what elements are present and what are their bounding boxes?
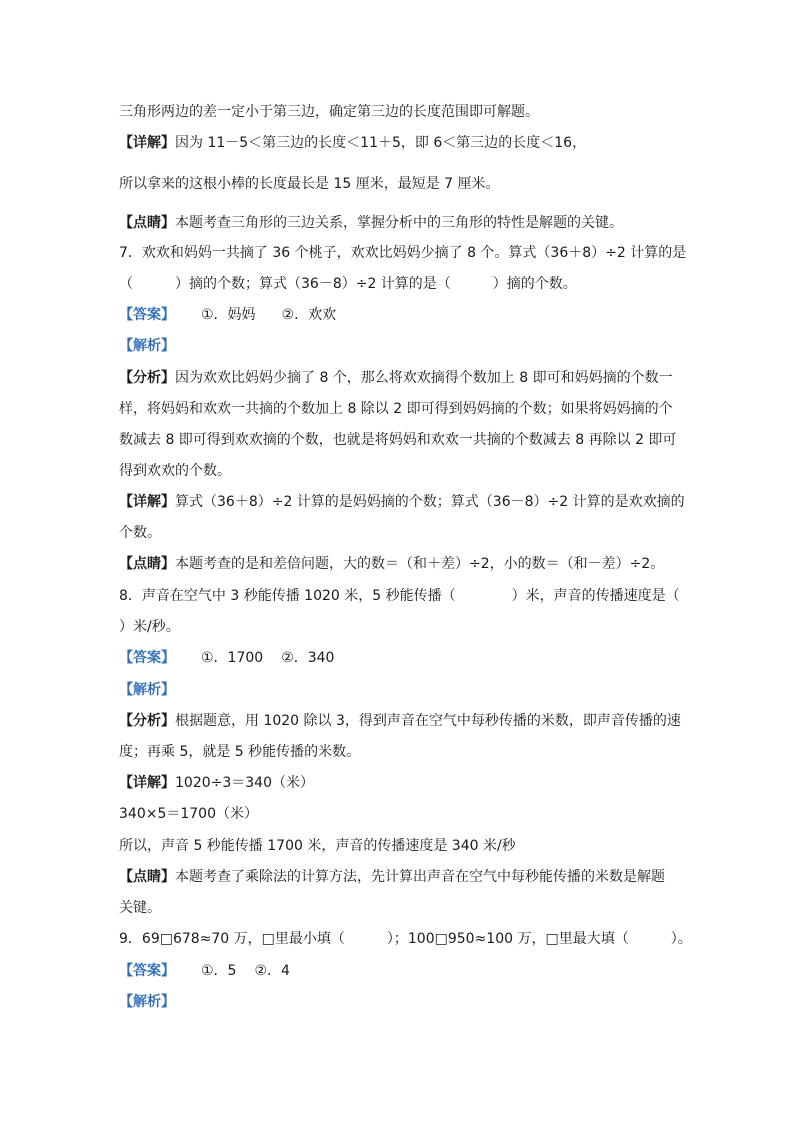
detail-line (119, 133, 679, 153)
line-text: 因为欢欢比妈妈少摘了 8 个，那么将欢欢摘得个数加上 8 即可和妈妈摘的个数一 (175, 370, 673, 386)
line-text: 个数。 (119, 525, 161, 541)
comment-line (119, 213, 679, 233)
line-text: 度；再乘 5，就是 5 秒能传播的米数。 (119, 744, 361, 760)
detail-tag: 【详解】 (119, 135, 175, 151)
answer-value: ①．1700 (201, 650, 264, 666)
text-line (119, 102, 679, 122)
answer-tag: 【答案】 (119, 963, 175, 979)
comment-tag: 【点睛】 (119, 556, 175, 572)
line-text: 1020÷3＝340（米） (175, 775, 314, 791)
analysis-8-line-1 (119, 711, 679, 731)
question-text: 9．69□678≈70 万，□里最小填（ ）；100□950≈100 万，□里最大填（ ）。 (119, 931, 692, 947)
line-text: 数减去 8 即可得到欢欢摘的个数，也就是将妈妈和欢欢一共摘的个数减去 8 再除以 2 即可 (119, 432, 677, 448)
line-text: 因为 11－5＜第三边的长度＜11＋5，即 6＜第三边的长度＜16， (175, 135, 587, 151)
line-text: 340×5＝1700（米） (119, 806, 258, 822)
answer-7 (119, 305, 679, 325)
line-text: 本题考查的是和差倍问题，大的数＝（和＋差）÷2，小的数＝（和－差）÷2。 (175, 556, 665, 572)
question-text: （ ）摘的个数；算式（36－8）÷2 计算的是（ ）摘的个数。 (119, 276, 577, 292)
question-7-line-2 (119, 274, 679, 294)
detail-8-line-3 (119, 836, 679, 856)
text-line (119, 174, 679, 194)
line-text: 得到欢欢的个数。 (119, 463, 231, 479)
line-text: 三角形两边的差一定小于第三边，确定第三边的长度范围即可解题。 (119, 104, 539, 120)
line-text: 所以拿来的这根小棒的长度最长是 15 厘米，最短是 7 厘米。 (119, 176, 500, 192)
detail-tag: 【详解】 (119, 494, 175, 510)
detail-7-line-1 (119, 492, 685, 512)
analysis-heading-7 (119, 336, 679, 356)
answer-value: ②．340 (281, 650, 335, 666)
comment-7 (119, 554, 679, 574)
question-text: 8．声音在空气中 3 秒能传播 1020 米，5 秒能传播（ ）米，声音的传播速度是（ (119, 588, 680, 604)
comment-tag: 【点睛】 (119, 869, 175, 885)
comment-8-line-2 (119, 898, 679, 918)
analysis-7-line-1 (119, 368, 679, 388)
analysis-heading-8 (119, 680, 679, 700)
analysis-7-line-3 (119, 430, 679, 450)
line-text: 算式（36＋8）÷2 计算的是妈妈摘的个数；算式（36－8）÷2 计算的是欢欢摘的 (175, 494, 685, 510)
analysis-heading-9 (119, 992, 679, 1012)
comment-tag: 【点睛】 (119, 215, 175, 231)
line-text: 本题考查三角形的三边关系，掌握分析中的三角形的特性是解题的关键。 (175, 215, 623, 231)
analysis-label: 【分析】 (119, 370, 175, 386)
answer-value: ②．欢欢 (281, 307, 337, 323)
detail-8-line-2 (119, 804, 679, 824)
analysis-7-line-2 (119, 399, 679, 419)
line-text: 关键。 (119, 900, 161, 916)
detail-tag: 【详解】 (119, 775, 175, 791)
question-8-line-2 (119, 617, 679, 637)
line-text: 所以，声音 5 秒能传播 1700 米，声音的传播速度是 340 米/秒 (119, 838, 516, 854)
question-text: 7．欢欢和妈妈一共摘了 36 个桃子，欢欢比妈妈少摘了 8 个。算式（36＋8）÷2 计算的是 (119, 245, 687, 261)
question-7-line-1 (119, 243, 687, 263)
analysis-tag: 【解析】 (119, 682, 175, 698)
answer-value: ②．4 (254, 963, 290, 979)
answer-value: ①．5 (201, 963, 237, 979)
detail-8-line-1 (119, 773, 679, 793)
comment-8-line-1 (119, 867, 679, 887)
analysis-label: 【分析】 (119, 713, 175, 729)
answer-value: ①．妈妈 (201, 307, 256, 323)
answer-8 (119, 648, 679, 668)
question-9 (119, 929, 692, 949)
line-text: 根据题意，用 1020 除以 3，得到声音在空气中每秒传播的米数，即声音传播的速 (175, 713, 681, 729)
answer-tag: 【答案】 (119, 307, 175, 323)
line-text: 样，将妈妈和欢欢一共摘的个数加上 8 除以 2 即可得到妈妈摘的个数；如果将妈妈摘的个 (119, 401, 673, 417)
detail-7-line-2 (119, 523, 679, 543)
analysis-tag: 【解析】 (119, 994, 175, 1010)
answer-9 (119, 961, 679, 981)
question-text: ）米/秒。 (119, 619, 180, 635)
question-8-line-1 (119, 586, 679, 606)
line-text: 本题考查了乘除法的计算方法，先计算出声音在空气中每秒能传播的米数是解题 (175, 869, 665, 885)
analysis-7-line-4 (119, 461, 679, 481)
analysis-tag: 【解析】 (119, 338, 175, 354)
answer-tag: 【答案】 (119, 650, 175, 666)
analysis-8-line-2 (119, 742, 679, 762)
